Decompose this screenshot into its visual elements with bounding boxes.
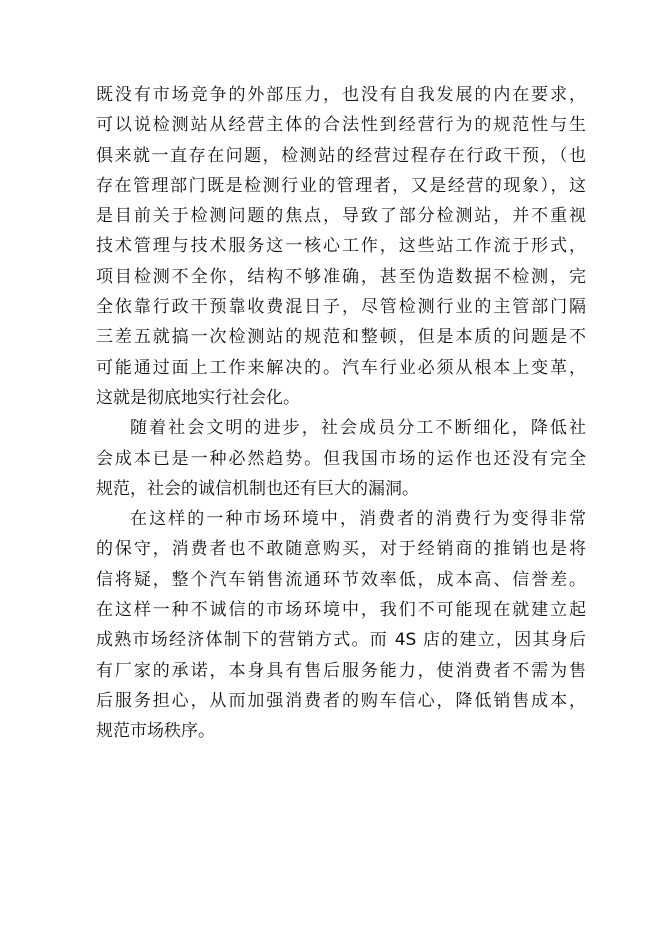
body-text: [96, 80, 586, 747]
text-line: 全依靠行政干预靠收费混日子，尽管检测行业的主管部门隔: [96, 297, 586, 318]
text-line: 信将疑，整个汽车销售流通环节效率低，成本高、信誉差。: [96, 569, 586, 590]
text-line: 存在管理部门既是检测行业的管理者，又是经营的现象），这: [96, 175, 586, 196]
text-line: 有厂家的承诺，本身具有售后服务能力，使消费者不需为售: [96, 660, 586, 681]
text-line: 俱来就一直存在问题，检测站的经营过程存在行政干预，（也: [96, 145, 586, 166]
text-line: 可以说检测站从经营主体的合法性到经营行为的规范性与生: [96, 115, 586, 136]
text-line: 规范市场秩序。: [96, 721, 215, 742]
text-line: 后服务担心，从而加强消费者的购车信心，降低销售成本，: [96, 690, 586, 711]
text-line: 在这样的一种市场环境中，消费者的消费行为变得非常: [130, 509, 586, 530]
text-line: 随着社会文明的进步，社会成员分工不断细化，降低社: [130, 418, 586, 439]
text-line: 成熟市场经济体制下的营销方式。而 4S 店的建立，因其身后: [96, 630, 586, 651]
text-line: 的保守，消费者也不敢随意购买，对于经销商的推销也是将: [96, 539, 586, 560]
text-line: 既没有市场竞争的外部压力，也没有自我发展的内在要求，: [96, 85, 586, 105]
text-line: 是目前关于检测问题的焦点，导致了部分检测站，并不重视: [96, 206, 586, 227]
text-line: 可能通过面上工作来解决的。汽车行业必须从根本上变革，: [96, 357, 586, 378]
text-line: 三差五就搞一次检测站的规范和整顿，但是本质的问题是不: [96, 327, 586, 348]
text-line: 会成本已是一种必然趋势。但我国市场的运作也还没有完全: [96, 448, 586, 469]
text-line: 项目检测不全你，结构不够准确，甚至伪造数据不检测，完: [96, 266, 586, 287]
text-line: 在这样一种不诚信的市场环境中，我们不可能现在就建立起: [96, 600, 586, 621]
text-line: 规范，社会的诚信机制也还有巨大的漏洞。: [96, 478, 419, 499]
text-line: 这就是彻底地实行社会化。: [96, 387, 300, 408]
text-line: 技术管理与技术服务这一核心工作，这些站工作流于形式，: [96, 236, 586, 257]
